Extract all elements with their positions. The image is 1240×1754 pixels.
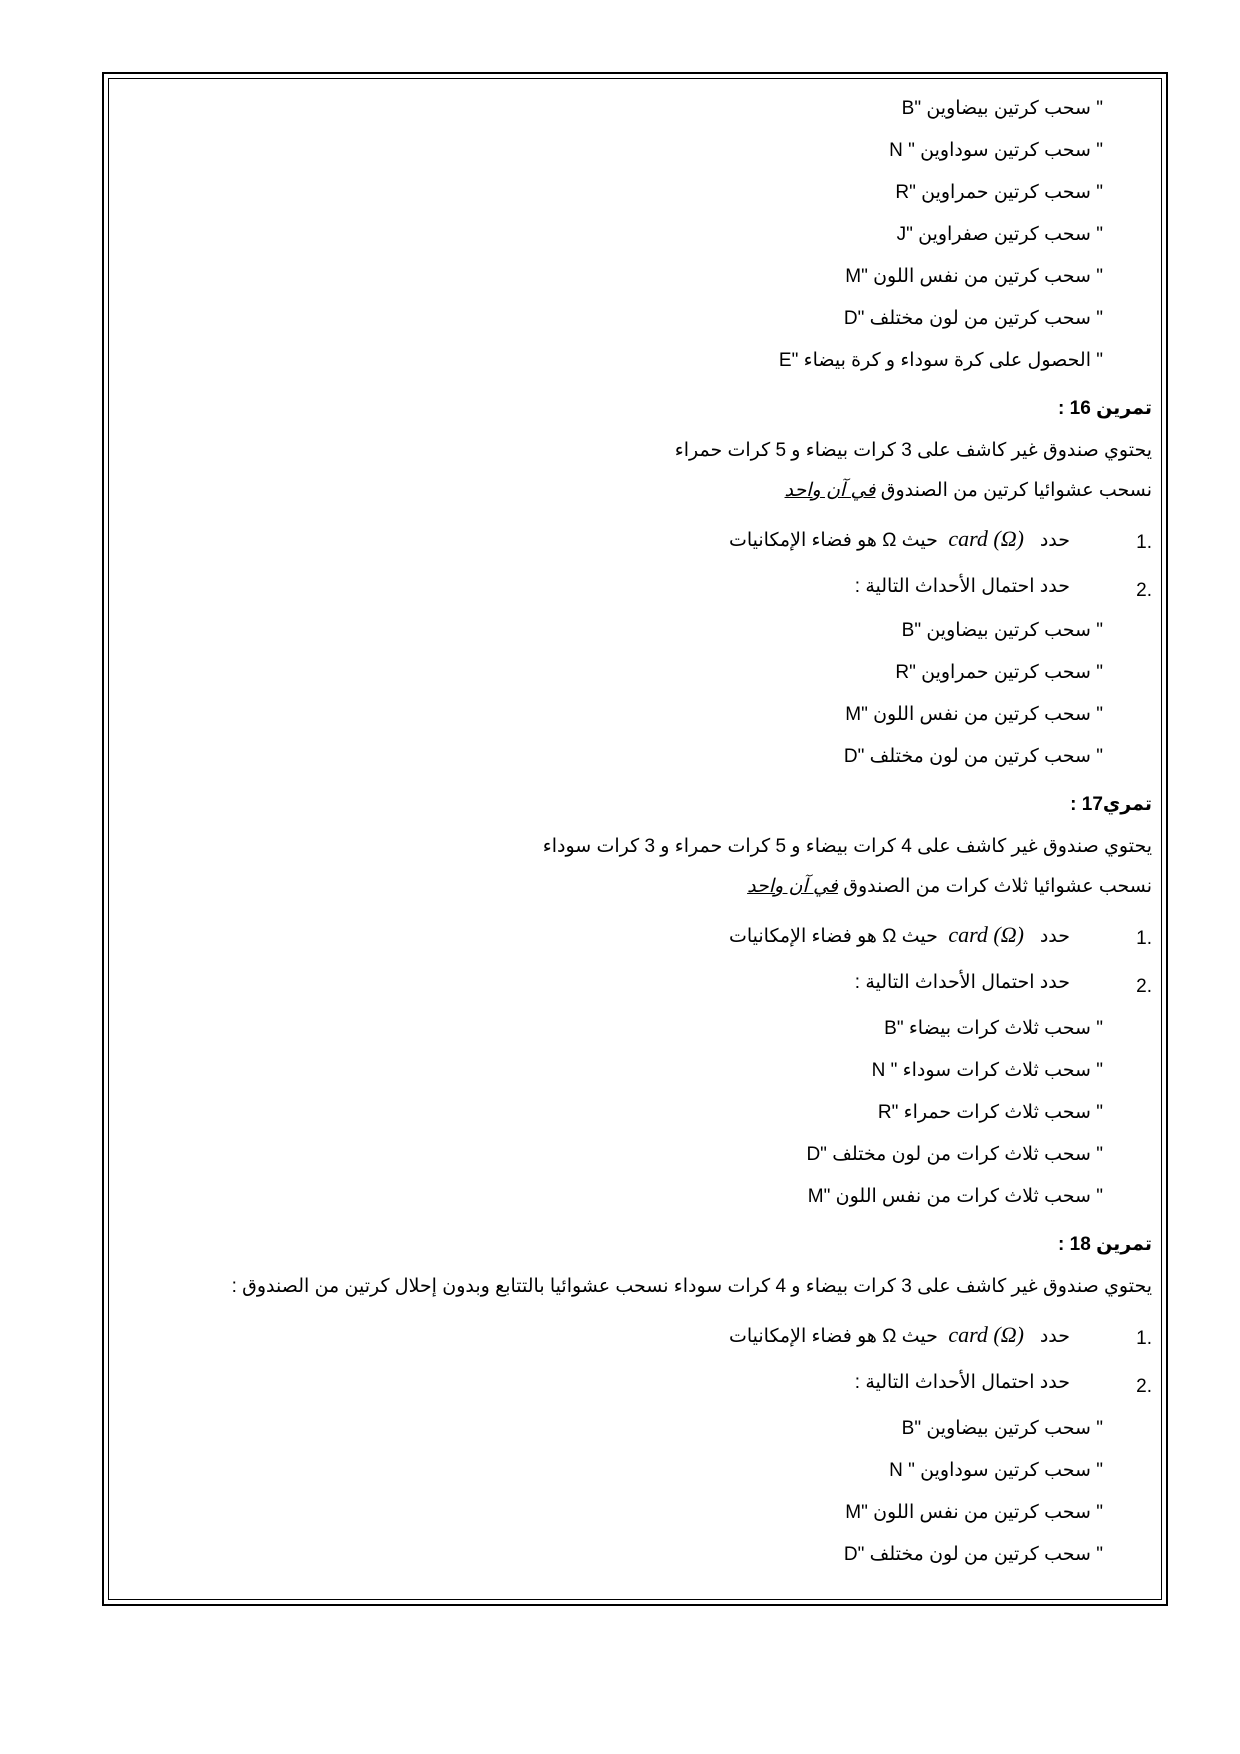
event-line: " سحب كرتين سوداوين " N: [889, 1460, 1103, 1481]
question-number: 1.: [1136, 1328, 1152, 1349]
event-line: " سحب كرتين حمراوين "R: [895, 182, 1103, 203]
question-1: [0, 526, 1070, 554]
exercise-17-statement: يحتوي صندوق غير كاشف على 4 كرات بيضاء و 5 كرات حمراء و 3 كرات سوداء: [542, 836, 1152, 857]
question-number: 2.: [1136, 976, 1152, 997]
event-line: " سحب ثلاث كرات بيضاء "B: [884, 1018, 1103, 1039]
event-line: " سحب كرتين من لون مختلف "D: [843, 1544, 1103, 1565]
exercise-16-statement: يحتوي صندوق غير كاشف على 3 كرات بيضاء و 5 كرات حمراء: [674, 440, 1152, 461]
question-number: 2.: [1136, 580, 1152, 601]
question-1: [0, 922, 1070, 950]
event-line: " سحب ثلاث كرات من لون مختلف "D: [806, 1144, 1103, 1165]
question-text: حيث Ω هو فضاء الإمكانيات: [728, 926, 938, 947]
question-2: حدد احتمال الأحداث التالية :: [854, 576, 1070, 597]
question-verb: حدد: [1039, 1326, 1070, 1347]
exercise-17-title: تمري17 :: [1070, 794, 1152, 815]
question-number: 1.: [1136, 532, 1152, 553]
event-line: " سحب كرتين من نفس اللون "M: [845, 1502, 1103, 1523]
draw-text: نسحب عشوائيا كرتين من الصندوق: [875, 480, 1152, 501]
question-text: حيث Ω هو فضاء الإمكانيات: [728, 530, 938, 551]
exercise-16-title: تمرين 16 :: [1058, 398, 1152, 419]
exercise-16-draw-line: [0, 478, 1152, 504]
draw-text: نسحب عشوائيا ثلاث كرات من الصندوق: [837, 876, 1152, 897]
event-line: " سحب كرتين صفراوين "J: [896, 224, 1103, 245]
question-verb: حدد: [1039, 530, 1070, 551]
event-line: " سحب ثلاث كرات حمراء "R: [877, 1102, 1103, 1123]
event-line: " سحب كرتين من لون مختلف "D: [843, 308, 1103, 329]
underlined-phrase: في آن واحد: [747, 876, 838, 897]
event-line: " سحب كرتين بيضاوين "B: [901, 620, 1103, 641]
event-line: " سحب كرتين من نفس اللون "M: [845, 704, 1103, 725]
event-line: " سحب كرتين سوداوين " N: [889, 140, 1103, 161]
card-omega-formula: card (Ω): [948, 526, 1024, 551]
question-2: حدد احتمال الأحداث التالية :: [854, 972, 1070, 993]
event-line: " الحصول على كرة سوداء و كرة بيضاء "E: [778, 350, 1103, 371]
event-line: " سحب ثلاث كرات من نفس اللون "M: [807, 1186, 1103, 1207]
question-number: 1.: [1136, 928, 1152, 949]
question-2: حدد احتمال الأحداث التالية :: [854, 1372, 1070, 1393]
event-line: " سحب كرتين حمراوين "R: [895, 662, 1103, 683]
question-number: 2.: [1136, 1376, 1152, 1397]
event-line: " سحب ثلاث كرات سوداء " N: [871, 1060, 1103, 1081]
exercise-18-statement: يحتوي صندوق غير كاشف على 3 كرات بيضاء و 4 كرات سوداء نسحب عشوائيا بالتتابع وبدون إحلال كرتين من الصندوق :: [231, 1276, 1152, 1297]
underlined-phrase: في آن واحد: [784, 480, 876, 501]
question-text: حيث Ω هو فضاء الإمكانيات: [728, 1326, 938, 1347]
exercise-18-title: تمرين 18 :: [1058, 1234, 1152, 1255]
card-omega-formula: card (Ω): [948, 922, 1024, 947]
question-1: [0, 1322, 1070, 1350]
event-line: " سحب كرتين من لون مختلف "D: [843, 746, 1103, 767]
event-line: " سحب كرتين بيضاوين "B: [901, 1418, 1103, 1439]
event-line: " سحب كرتين بيضاوين "B: [901, 98, 1103, 119]
question-verb: حدد: [1039, 926, 1070, 947]
exercise-17-draw-line: [0, 874, 1152, 900]
card-omega-formula: card (Ω): [948, 1322, 1024, 1347]
event-line: " سحب كرتين من نفس اللون "M: [845, 266, 1103, 287]
